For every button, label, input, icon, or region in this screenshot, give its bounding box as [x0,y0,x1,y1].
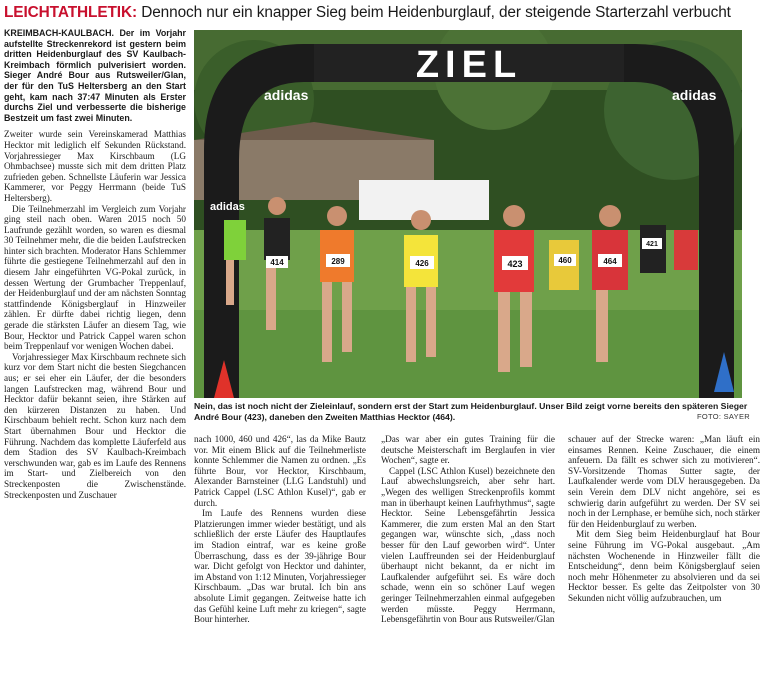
brand-logo-lower-left: adidas [210,201,245,213]
article-column-1 [4,28,186,675]
article-paragraph: nach 1000, 460 und 426“, las da Mike Bautz vor. Mit einem Blick auf die Teilnehmerliste konnte Schlemmer die Namen zu ordnen. „Es führte Bour, vor Hecktor, Kirschbaum, Alexander Barnsteiner (LLG Landstuhl) und Patrick Cappel (LSC Athlon Kusel)“, gab er durch. [194,434,366,508]
photo-caption: Nein, das ist noch nicht der Zieleinlauf, sondern erst der Start zum Heidenburglauf. Unser Bild zeigt vorne bereits den späteren Sieger André Bour (423), daneben den Zweiten Matthias Hecktor (464). [194,401,748,422]
brand-logo-left: adidas [264,87,309,103]
brand-logo-right: adidas [672,87,717,103]
bib-number: 414 [270,258,284,267]
photo-credit: FOTO: SAYER [696,412,750,421]
article-paragraph: „Das war aber ein gutes Training für die deutsche Meisterschaft im Berglaufen in vier Wochen“, sagte er. [381,434,555,466]
headline-kicker: LEICHTATHLETIK: [4,4,138,21]
article-paragraph: Mit dem Sieg beim Heidenburglauf hat Bour seine Führung im VG-Pokal ausgebaut. „Am nächsten Wochenende in Hinzweiler fällt die Entscheidung“, denn beim Königsberglauf seien noch mehr Höhenmeter zu absolvieren und da sei Hecktor besser. Es gelte das Zeitpolster von 30 Sekunden nicht völlig aufzubrauchen, um [568,529,760,603]
article-paragraph: Cappel (LSC Athlon Kusel) bezeichnete den Lauf abwechslungsreich, aber sehr hart. „Wegen des welligen Streckenprofils kommt man in überhaupt keinen Laufrhythmus“, sagte Hecktor. Seine Lebensgefährtin Jessica Kammerer, die zum ersten Mal an den Start gegangen war, wünschte sich, „dass noch besser für den Lauf geworben wird“. Unter vielen Lauffreunden sei der Heidenburglauf überhaupt nicht bekannt, da er nicht im Laufkalender aufgeführt sei. Es wäre doch schade, wenn ein so schöner Lauf wegen geringer Teilnehmerzahlen einmal aufgegeben werden müsste. Peggy Herrmann, Lebensgefährtin von Bour aus Rutsweiler/Glan [381,465,555,625]
article-paragraph: Vorjahressieger Max Kirschbaum rechnete sich kurz vor dem Start nicht die besten Siegchancen aus; er sei eher ein Läufer, der die besonders langen Laufstrecken mag, während Bour und Hecktor dafür bekannt seien, ihre Stärken auf den kürzeren Distanzen zu haben. Und Kirschbaum behielt recht. Schon kurz nach dem Start übernahmen Bour und Hecktor die Führung. Nachdem das komplette Läuferfeld aus dem Stadion des SV Kaulbach-Kreimbach verschwunden war, gab es im Laufe des Rennens im Start- und Zielbereich von den Streckenposten die Zwischenstände. Streckenposten und Zuschauer [4,351,186,500]
bib-number: 460 [558,256,572,265]
banner-text: ZIEL [415,44,523,86]
bib-number: 464 [603,257,617,266]
article-lead: KREIMBACH-KAULBACH. Der im Vorjahr aufstellte Streckenrekord ist gestern beim dritten Heidenburglauf des SV Kaulbach-Kreimbach förmlich pulverisiert worden. Sieger André Bour aus Rutsweiler/Glan, der für den TuS Heltersberg an den Start geht, kam nach 37:47 Minuten als Erster durchs Ziel und verbesserte die bisherige Bestzeit um fast zwei Minuten. [4,28,186,123]
article-column-4 [568,434,760,675]
article-paragraph: schauer auf der Strecke waren: „Man läuft ein einsames Rennen. Keine Zuschauer, die einem anfeuern. Da fällt es schwer sich zu motivieren“. SV-Vorsitzende Thomas Sutter sagte, der Laufkalender werde vom DLV herausgegeben. Da sein Verein dem DLV nicht angehöre, sei es schwierig darin aufgeführt zu werden. Der SV sei noch in der Lernphase, er bemühe sich, noch stärker für den Heidenburglauf zu werben. [568,434,760,529]
article-column-3 [381,434,555,675]
bib-number: 423 [507,259,523,269]
headline [4,2,760,24]
headline-title: Dennoch nur ein knapper Sieg beim Heidenburglauf, der steigende Starterzahl verbucht [137,4,731,21]
race-start-photo [194,30,742,398]
bib-number: 421 [646,241,658,248]
article-paragraph: Zweiter wurde sein Vereinskamerad Matthias Hecktor mit lediglich elf Sekunden Rückstand. Vorjahressieger Max Kirschbaum (LG Ohmbachsee) musste sich mit dem dritten Platz zufrieden geben. Schnellste Läuferin war Jessica Kammerer, vor Peggy Herrmann (beide TuS Heltersberg). [4,129,186,203]
article-paragraph: Die Teilnehmerzahl im Vergleich zum Vorjahr ging steil nach oben. Waren 2015 noch 50 Laufrunde gezählt worden, so waren es diesmal 30 Teilnehmer mehr, die die beiden Laufstrecken hinter sich brachten. Moderator Hans Schlemmer führte die gestiegene Teilnehmerzahl auf den in diesem Jahr eingeführten VG-Pokal zurück, in dessen Wertung der Grumbacher Treppenlauf, der Heidenburglauf und der am nächsten Sonntag stattfindende Königsberglauf in Hinzweiler zählen. Er dürfte dabei richtig liegen, denn gerade die stärksten Läufer an diesem Tag, wie Bour, Hecktor und Patrick Cappel waren schon beim Treppenlauf vor wenigen Wochen dabei. [4,203,186,352]
article-paragraph: Im Laufe des Rennens wurden diese Platzierungen immer wieder bestätigt, und als schließlich der erste Läufer des Hauptlaufes im Stadion eintraf, war es keine große Überraschung, dass es der 39-jährige Bour war. Dicht gefolgt von Hecktor und dahinter, im Abstand von 1:12 Minuten, Vorjahressieger Kirschbaum. „Das war brutal. Ich bin ans absolute Limit gegangen. Zeitweise hatte ich das Gefühl keine Luft mehr zu kriegen“, sagte Bour hinterher. [194,508,366,625]
bib-number: 289 [331,257,345,266]
bib-number: 426 [415,259,429,268]
article-column-2 [194,434,366,675]
